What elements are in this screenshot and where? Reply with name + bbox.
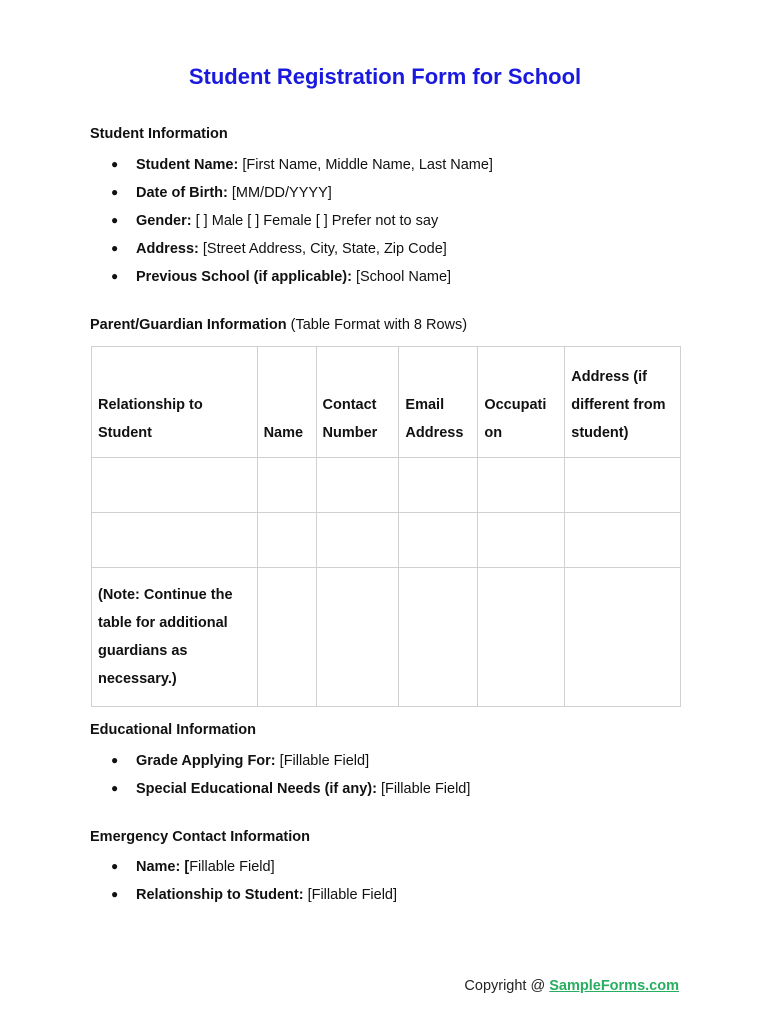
table-cell[interactable] bbox=[399, 513, 478, 568]
column-header: Address (if different from student) bbox=[565, 347, 681, 458]
column-header: Name bbox=[257, 347, 316, 458]
table-cell[interactable] bbox=[316, 568, 399, 707]
bullet-icon: ● bbox=[111, 887, 119, 901]
table-row bbox=[92, 568, 681, 707]
section-heading-parent: Parent/Guardian Information (Table Format with 8 Rows) bbox=[90, 317, 468, 333]
column-header: Relationship to Student bbox=[92, 347, 258, 458]
bullet-icon: ● bbox=[111, 781, 119, 795]
table-cell[interactable] bbox=[257, 568, 316, 707]
table-cell[interactable] bbox=[316, 458, 399, 513]
table-note: (Note: Continue the table for additional guardians as necessary.) bbox=[92, 568, 258, 707]
grade-field[interactable]: [Fillable Field] bbox=[279, 753, 370, 769]
bullet-icon: ● bbox=[111, 213, 119, 227]
table-cell[interactable] bbox=[257, 458, 316, 513]
bullet-icon: ● bbox=[111, 753, 119, 767]
table-header-row bbox=[92, 347, 681, 458]
column-header: Email Address bbox=[399, 347, 478, 458]
bullet-icon: ● bbox=[111, 269, 119, 283]
column-header: Contact Number bbox=[316, 347, 399, 458]
table-cell[interactable] bbox=[565, 568, 681, 707]
address-field[interactable]: [Street Address, City, State, Zip Code] bbox=[202, 241, 447, 257]
table-cell[interactable] bbox=[399, 568, 478, 707]
guardian-table bbox=[91, 346, 681, 707]
table-cell[interactable] bbox=[399, 458, 478, 513]
bullet-icon: ● bbox=[111, 185, 119, 199]
column-header: Occupati on bbox=[478, 347, 565, 458]
table-cell[interactable] bbox=[92, 458, 258, 513]
table-cell[interactable] bbox=[316, 513, 399, 568]
sampleforms-link[interactable]: SampleForms.com bbox=[549, 978, 679, 994]
table-row bbox=[92, 513, 681, 568]
table-cell[interactable] bbox=[478, 458, 565, 513]
emergency-name-field[interactable]: Fillable Field] bbox=[189, 859, 275, 875]
table-cell[interactable] bbox=[257, 513, 316, 568]
special-needs-field[interactable]: [Fillable Field] bbox=[380, 781, 471, 797]
page-title: Student Registration Form for School bbox=[188, 64, 582, 89]
dob-field[interactable]: [MM/DD/YYYY] bbox=[231, 185, 332, 201]
section-heading-student: Student Information bbox=[90, 126, 228, 142]
table-cell[interactable] bbox=[92, 513, 258, 568]
gender-field[interactable]: [ ] Male [ ] Female [ ] Prefer not to say bbox=[195, 213, 439, 229]
table-cell[interactable] bbox=[565, 513, 681, 568]
bullet-icon: ● bbox=[111, 859, 119, 873]
table-row bbox=[92, 458, 681, 513]
footer-copyright: Copyright @ SampleForms.com bbox=[464, 978, 679, 994]
section-heading-educational: Educational Information bbox=[90, 722, 256, 738]
table-cell[interactable] bbox=[565, 458, 681, 513]
bullet-icon: ● bbox=[111, 157, 119, 171]
section-heading-emergency: Emergency Contact Information bbox=[90, 829, 310, 845]
table-cell[interactable] bbox=[478, 568, 565, 707]
emergency-relationship-field[interactable]: [Fillable Field] bbox=[307, 887, 398, 903]
table-cell[interactable] bbox=[478, 513, 565, 568]
previous-school-field[interactable]: [School Name] bbox=[355, 269, 452, 285]
student-name-field[interactable]: [First Name, Middle Name, Last Name] bbox=[242, 157, 493, 173]
bullet-icon: ● bbox=[111, 241, 119, 255]
